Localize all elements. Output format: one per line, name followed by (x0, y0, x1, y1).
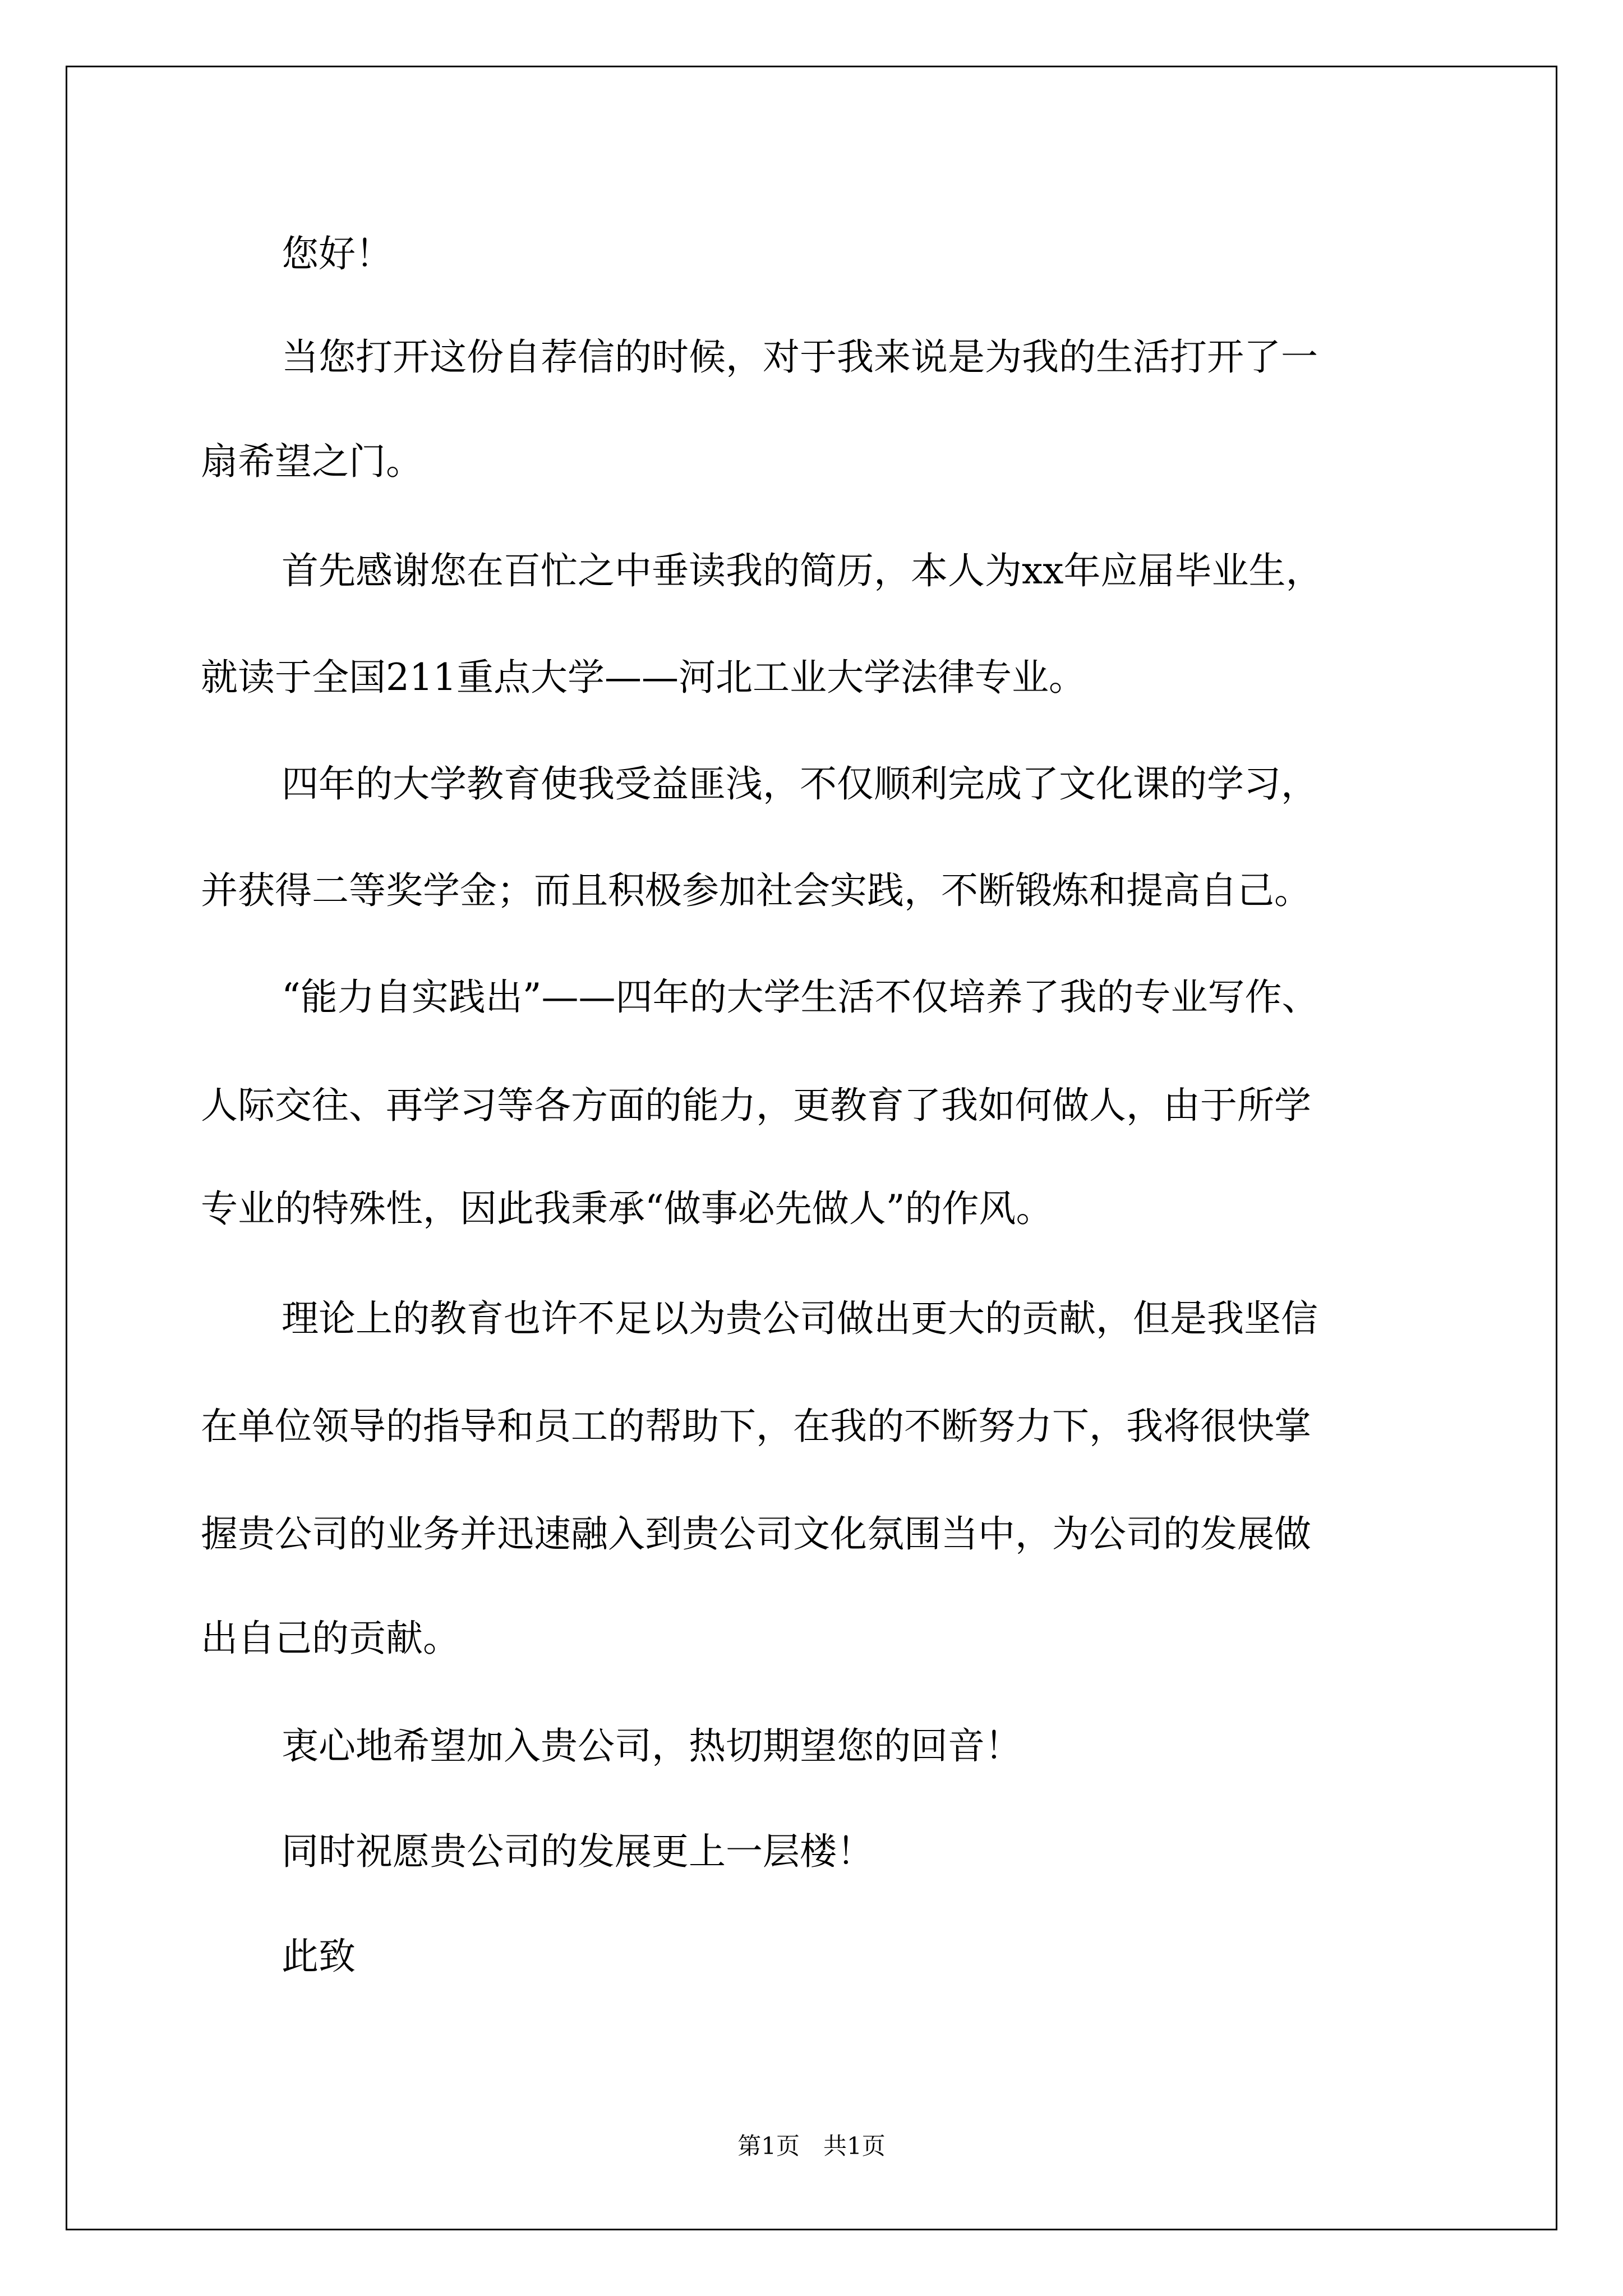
page-border (66, 66, 1557, 2230)
paragraph-line: 衷心地希望加入贵公司，热切期望您的回音！ (282, 1724, 1022, 1768)
paragraph-line: 并获得二等奖学金；而且积极参加社会实践，不断锻炼和提高自己。 (201, 869, 1311, 912)
paragraph-line: 四年的大学教育使我受益匪浅，不仅顺利完成了文化课的学习， (282, 762, 1318, 806)
paragraph-line: 专业的特殊性，因此我秉承“做事必先做人”的作风。 (201, 1187, 1053, 1230)
greeting: 您好！ (282, 232, 393, 275)
paragraph-line: 出自己的贡献。 (201, 1617, 460, 1660)
paragraph-line: 首先感谢您在百忙之中垂读我的简历，本人为xx年应届毕业生， (282, 549, 1323, 592)
closing-salutation: 此致 (282, 1935, 356, 1978)
paragraph-line: 理论上的教育也许不足以为贵公司做出更大的贡献，但是我坚信 (282, 1297, 1318, 1340)
paragraph-line: 就读于全国211重点大学——河北工业大学法律专业。 (201, 656, 1086, 699)
paragraph-line: 在单位领导的指导和员工的帮助下，在我的不断努力下，我将很快掌 (201, 1405, 1311, 1448)
paragraph-line: 握贵公司的业务并迅速融入到贵公司文化氛围当中，为公司的发展做 (201, 1512, 1311, 1556)
paragraph-line: 当您打开这份自荐信的时候，对于我来说是为我的生活打开了一 (282, 335, 1318, 379)
paragraph-line: “能力自实践出”——四年的大学生活不仅培养了我的专业写作、 (282, 976, 1319, 1019)
paragraph-line: 扇希望之门。 (201, 440, 423, 483)
paragraph-line: 人际交往、再学习等各方面的能力，更教育了我如何做人，由于所学 (201, 1084, 1311, 1127)
page-number: 第1页 共1页 (737, 2132, 886, 2160)
paragraph-line: 同时祝愿贵公司的发展更上一层楼！ (282, 1830, 874, 1873)
